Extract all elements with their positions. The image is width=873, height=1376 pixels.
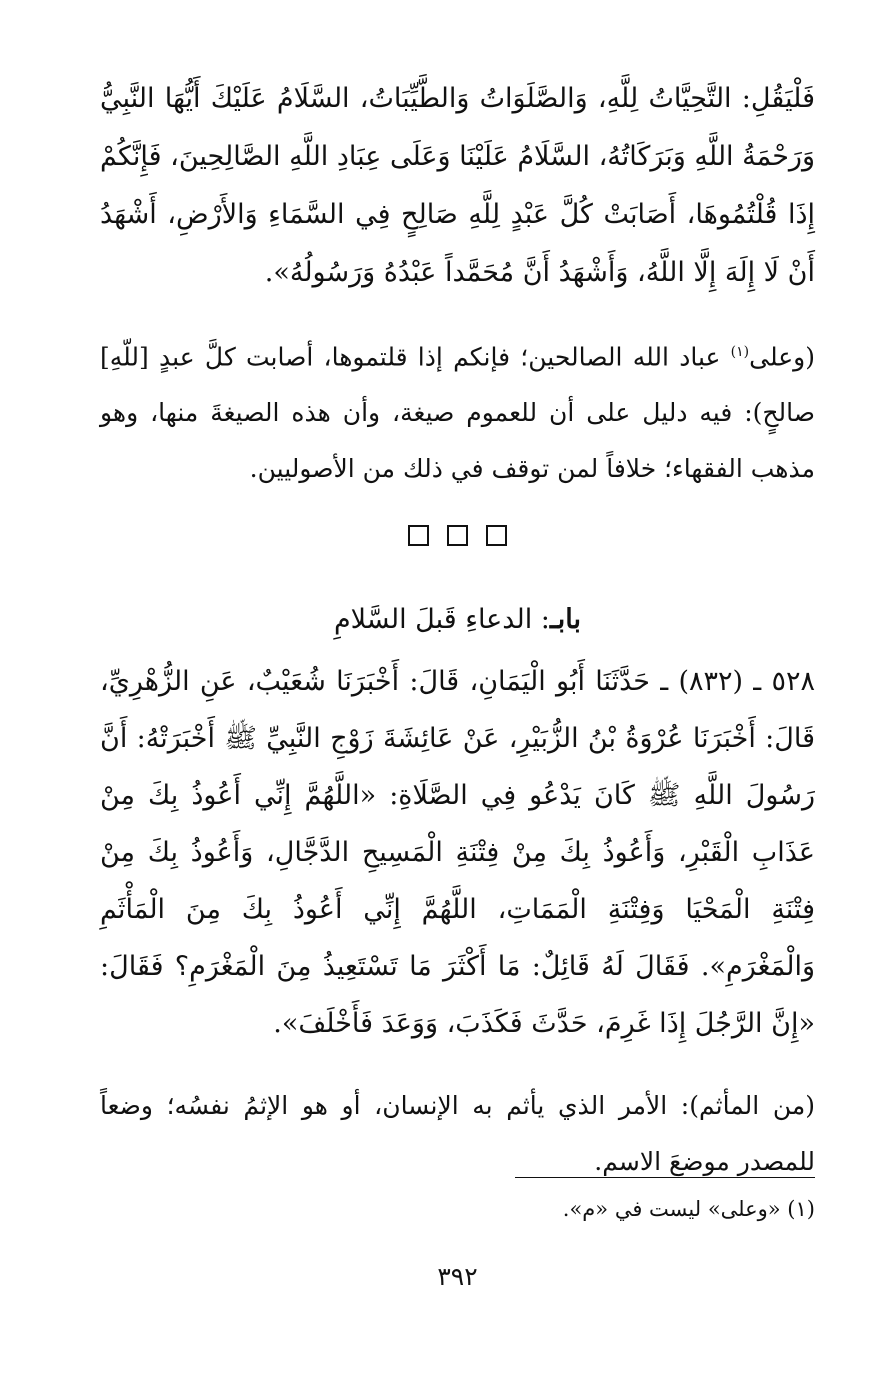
separator-square-icon — [408, 525, 429, 546]
footnote-divider — [515, 1177, 815, 1178]
chapter-heading — [100, 595, 815, 645]
explanation-paragraph: (من المأثم): الأمر الذي يأثم به الإنسان، أو هو الإثمُ نفسُه؛ وضعاً للمصدر موضعَ الاسم. — [100, 1091, 815, 1177]
separator-square-icon — [486, 525, 507, 546]
hadith-528: ٥٢٨ ـ (٨٣٢) ـ حَدَّثَنَا أَبُو الْيَمَانِ، قَالَ: أَخْبَرَنَا شُعَيْبٌ، عَنِ الزُّهْرِيِّ، قَالَ: أَخْبَرَنَا عُرْوَةُ بْنُ الزُّبَيْرِ، عَنْ عَائِشَةَ زَوْجِ النَّبِيِّ ﷺ أَخْبَرَتْهُ: أَنَّ رَسُولَ اللَّهِ ﷺ كَانَ يَدْعُو فِي الصَّلَاةِ: «اللَّهُمَّ إِنِّي أَعُوذُ بِكَ مِنْ عَذَابِ الْقَبْرِ، وَأَعُوذُ بِكَ مِنْ فِتْنَةِ الْمَسِيحِ الدَّجَّالِ، وَأَعُوذُ بِكَ مِنْ فِتْنَةِ الْمَحْيَا وَفِتْنَةِ الْمَمَاتِ، اللَّهُمَّ إِنِّي أَعُوذُ بِكَ مِنَ الْمَأْثَمِ وَالْمَغْرَمِ». فَقَالَ لَهُ قَائِلٌ: مَا أَكْثَرَ مَا تَسْتَعِيذُ مِنَ الْمَغْرَمِ؟ فَقَالَ: «إِنَّ الرَّجُلَ إِذَا غَرِمَ، حَدَّثَ فَكَذَبَ، وَوَعَدَ فَأَخْلَفَ». — [100, 666, 816, 1040]
commentary-paragraph — [100, 324, 815, 497]
commentary-body: عباد الله الصالحين؛ فإنكم إذا قلتموها، أصابت كلَّ عبدٍ [للّهِ] صالحٍ): فيه دليل على أن للعموم صيغة، وأن هذه الصيغةَ منها، وهو مذهب الفقهاء؛ خلافاً لمن توقف في ذلك من الأصوليين. — [100, 342, 815, 484]
tashahhud-text: فَلْيَقُلِ: التَّحِيَّاتُ لِلَّهِ، وَالصَّلَوَاتُ وَالطَّيِّبَاتُ، السَّلَامُ عَلَيْكَ أَيُّهَا النَّبِيُّ وَرَحْمَةُ اللَّهِ وَبَرَكَاتُهُ، السَّلَامُ عَلَيْنَا وَعَلَى عِبَادِ اللَّهِ الصَّالِحِينَ، فَإِنَّكُمْ إِذَا قُلْتُمُوهَا، أَصَابَتْ كُلَّ عَبْدٍ لِلَّهِ صَالِحٍ فِي السَّمَاءِ وَالأَرْضِ، أَشْهَدُ أَنْ لَا إِلَهَ إِلَّا اللَّهُ، وَأَشْهَدُ أَنَّ مُحَمَّداً عَبْدُهُ وَرَسُولُهُ». — [100, 83, 815, 288]
separator-square-icon — [447, 525, 468, 546]
footnote-marker: (١) — [730, 344, 750, 360]
chapter-label: بابـ — [549, 604, 582, 636]
commentary-opening: (وعلى — [749, 342, 815, 372]
chapter-title: : الدعاءِ قَبلَ السَّلامِ — [333, 604, 550, 636]
section-separator — [100, 525, 815, 565]
page-number: ٣٩٢ — [437, 1262, 478, 1291]
footnote: (١) «وعلى» ليست في «م». — [562, 1197, 815, 1221]
book-page — [100, 70, 816, 1291]
